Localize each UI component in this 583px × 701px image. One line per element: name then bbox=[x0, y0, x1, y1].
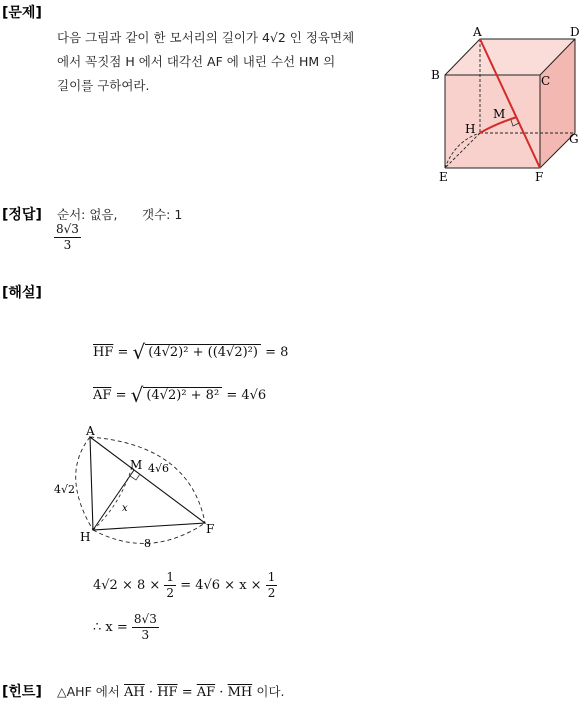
cube-front-face bbox=[445, 75, 540, 168]
half-num-2: 1 bbox=[267, 570, 276, 584]
label-e: E bbox=[439, 170, 448, 184]
hint-suffix: 이다. bbox=[256, 684, 285, 699]
hint-mh: $\overline{MH}$ bbox=[227, 685, 253, 700]
tri-label-h: H bbox=[80, 530, 91, 544]
segment-hf: $\overline{HF}$ bbox=[93, 345, 114, 360]
solution-header: [해설] bbox=[2, 285, 42, 301]
half-den-1: 2 bbox=[166, 586, 175, 600]
tri-label-x: x bbox=[122, 503, 128, 514]
result-denominator: 3 bbox=[141, 628, 150, 642]
problem-line-2: 에서 꼭짓점 H 에서 대각선 AF 에 내린 수선 HM 의 bbox=[57, 54, 336, 69]
hint-prefix: △AHF 에서 bbox=[57, 684, 120, 699]
label-m: M bbox=[493, 107, 506, 121]
label-a: A bbox=[473, 25, 482, 39]
answer-order: 순서: 없음, bbox=[57, 207, 118, 222]
half-den-2: 2 bbox=[267, 586, 276, 600]
triangle-ahf bbox=[90, 437, 205, 530]
hint-header: [힌트] bbox=[2, 684, 42, 700]
segment-af: $\overline{AF}$ bbox=[93, 388, 112, 403]
equation-area-mid: = 4√6 × x × bbox=[180, 578, 262, 593]
tri-label-m: M bbox=[130, 458, 143, 472]
equation-result bbox=[93, 612, 159, 643]
hint-hf: $\overline{HF}$ bbox=[157, 685, 178, 700]
equation-hf: $\overline{HF}$ = √ (4√2)² + ((4√2)²) = 8 bbox=[93, 340, 289, 364]
tri-label-a: A bbox=[86, 425, 95, 438]
problem-header: [문제] bbox=[2, 5, 42, 21]
answer-header: [정답] bbox=[2, 207, 42, 223]
tri-label-f: F bbox=[206, 522, 215, 536]
equation-af: $\overline{AF}$ = √ (4√2)² + 8² = 4√6 bbox=[93, 383, 267, 407]
result-numerator: 8√3 bbox=[133, 612, 157, 626]
tri-label-hf: 8 bbox=[144, 537, 151, 550]
label-g: G bbox=[569, 132, 579, 146]
tri-label-ah: 4√2 bbox=[54, 483, 76, 496]
equation-area-left: 4√2 × 8 × bbox=[93, 578, 161, 593]
triangle-figure bbox=[50, 425, 230, 550]
label-h: H bbox=[465, 122, 476, 136]
hint-ah: $\overline{AH}$ bbox=[124, 685, 145, 700]
answer-value bbox=[54, 222, 81, 253]
arc-hm bbox=[93, 467, 132, 530]
answer-numerator: 8√3 bbox=[56, 222, 79, 236]
answer-denominator: 3 bbox=[63, 238, 72, 252]
equation-hf-result: = 8 bbox=[265, 345, 289, 360]
label-c: C bbox=[541, 74, 551, 88]
problem-line-3: 길이를 구하여라. bbox=[57, 78, 150, 93]
hint-text: △AHF 에서 $\overline{AH} \cdot \overline{HF} = \overline{AF} \cdot \overline{MH}$ 이다. bbox=[57, 684, 285, 700]
answer-count: 갯수: 1 bbox=[142, 207, 183, 222]
equation-area bbox=[93, 570, 277, 601]
hint-af: $\overline{AF}$ bbox=[196, 685, 216, 700]
half-num-1: 1 bbox=[166, 570, 175, 584]
label-b: B bbox=[431, 68, 440, 82]
tri-label-mf: 4√6 bbox=[148, 462, 170, 475]
equation-af-result: = 4√6 bbox=[226, 388, 267, 403]
problem-line-1: 다음 그림과 같이 한 모서리의 길이가 4√2 인 정육면체 bbox=[57, 30, 355, 45]
problem-text bbox=[57, 26, 354, 98]
triangle-right-angle bbox=[130, 474, 140, 480]
segment-hm-line bbox=[93, 470, 134, 530]
label-f: F bbox=[535, 170, 544, 184]
cube-figure bbox=[425, 25, 583, 185]
label-d: D bbox=[570, 25, 580, 39]
equation-result-prefix: ∴ x = bbox=[93, 620, 128, 635]
